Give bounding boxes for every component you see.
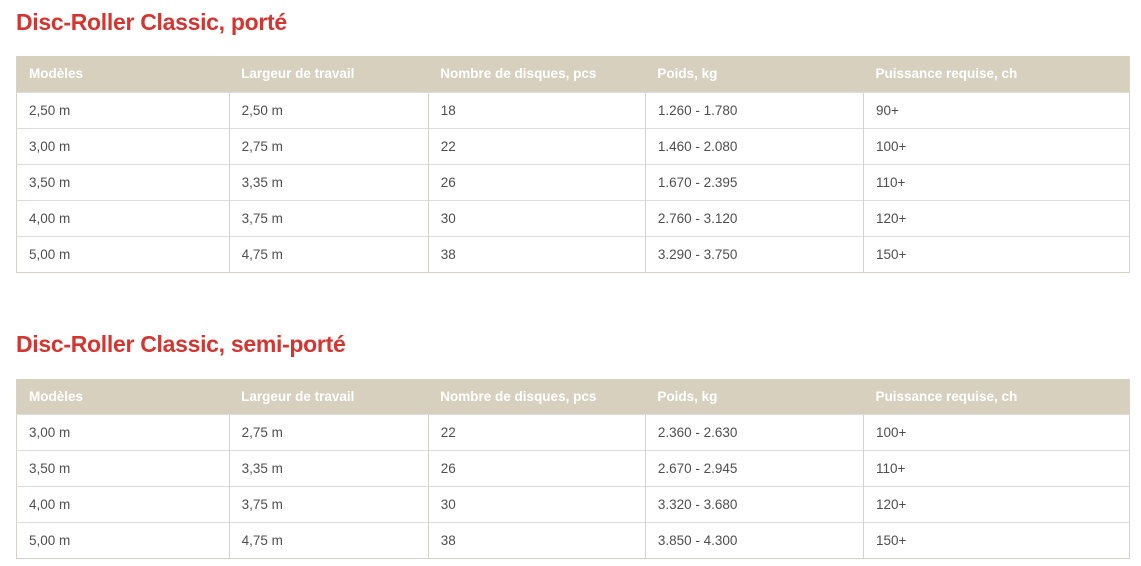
column-header-puissance: Puissance requise, ch xyxy=(863,379,1129,415)
table-header-row xyxy=(17,379,1130,415)
column-header-poids: Poids, kg xyxy=(645,56,863,92)
cell-disques: 30 xyxy=(428,200,645,236)
cell-poids: 3.320 - 3.680 xyxy=(645,487,863,523)
cell-largeur: 2,75 m xyxy=(229,128,428,164)
cell-modele: 4,00 m xyxy=(17,487,230,523)
cell-puissance: 110+ xyxy=(863,451,1129,487)
table-row xyxy=(17,200,1130,236)
cell-poids: 1.260 - 1.780 xyxy=(645,92,863,128)
column-header-largeur: Largeur de travail xyxy=(229,379,428,415)
cell-largeur: 2,75 m xyxy=(229,415,428,451)
table-header-row xyxy=(17,56,1130,92)
column-header-disques: Nombre de disques, pcs xyxy=(428,379,645,415)
table-row xyxy=(17,415,1130,451)
table-row xyxy=(17,523,1130,559)
column-header-puissance: Puissance requise, ch xyxy=(863,56,1129,92)
cell-puissance: 100+ xyxy=(863,415,1129,451)
cell-disques: 22 xyxy=(428,128,645,164)
cell-disques: 26 xyxy=(428,164,645,200)
cell-modele: 3,00 m xyxy=(17,415,230,451)
cell-puissance: 100+ xyxy=(863,128,1129,164)
cell-modele: 5,00 m xyxy=(17,236,230,272)
cell-puissance: 110+ xyxy=(863,164,1129,200)
table-row xyxy=(17,487,1130,523)
cell-poids: 1.670 - 2.395 xyxy=(645,164,863,200)
section-title-porte: Disc-Roller Classic, porté xyxy=(16,9,287,35)
cell-puissance: 150+ xyxy=(863,523,1129,559)
cell-poids: 2.760 - 3.120 xyxy=(645,200,863,236)
cell-puissance: 90+ xyxy=(863,92,1129,128)
cell-disques: 38 xyxy=(428,523,645,559)
cell-poids: 3.850 - 4.300 xyxy=(645,523,863,559)
cell-poids: 3.290 - 3.750 xyxy=(645,236,863,272)
column-header-poids: Poids, kg xyxy=(645,379,863,415)
spec-table-porte xyxy=(16,56,1130,273)
column-header-modeles: Modèles xyxy=(17,379,230,415)
cell-poids: 2.670 - 2.945 xyxy=(645,451,863,487)
cell-disques: 22 xyxy=(428,415,645,451)
cell-modele: 3,00 m xyxy=(17,128,230,164)
cell-largeur: 4,75 m xyxy=(229,523,428,559)
section-title-semi-porte: Disc-Roller Classic, semi-porté xyxy=(16,330,346,357)
table-row xyxy=(17,236,1130,272)
cell-disques: 18 xyxy=(428,92,645,128)
column-header-modeles: Modèles xyxy=(17,56,230,92)
table-row xyxy=(17,92,1130,128)
cell-disques: 38 xyxy=(428,236,645,272)
cell-largeur: 3,75 m xyxy=(229,200,428,236)
cell-puissance: 150+ xyxy=(863,236,1129,272)
cell-modele: 3,50 m xyxy=(17,451,230,487)
table-row xyxy=(17,128,1130,164)
table-row xyxy=(17,164,1130,200)
cell-modele: 5,00 m xyxy=(17,523,230,559)
cell-modele: 2,50 m xyxy=(17,92,230,128)
spec-table-semi-porte xyxy=(16,379,1130,560)
column-header-disques: Nombre de disques, pcs xyxy=(428,56,645,92)
cell-disques: 26 xyxy=(428,451,645,487)
column-header-largeur: Largeur de travail xyxy=(229,56,428,92)
cell-largeur: 3,75 m xyxy=(229,487,428,523)
cell-largeur: 2,50 m xyxy=(229,92,428,128)
cell-disques: 30 xyxy=(428,487,645,523)
cell-modele: 4,00 m xyxy=(17,200,230,236)
cell-poids: 1.460 - 2.080 xyxy=(645,128,863,164)
cell-puissance: 120+ xyxy=(863,200,1129,236)
cell-largeur: 3,35 m xyxy=(229,164,428,200)
cell-largeur: 3,35 m xyxy=(229,451,428,487)
cell-puissance: 120+ xyxy=(863,487,1129,523)
cell-largeur: 4,75 m xyxy=(229,236,428,272)
cell-modele: 3,50 m xyxy=(17,164,230,200)
table-row xyxy=(17,451,1130,487)
cell-poids: 2.360 - 2.630 xyxy=(645,415,863,451)
